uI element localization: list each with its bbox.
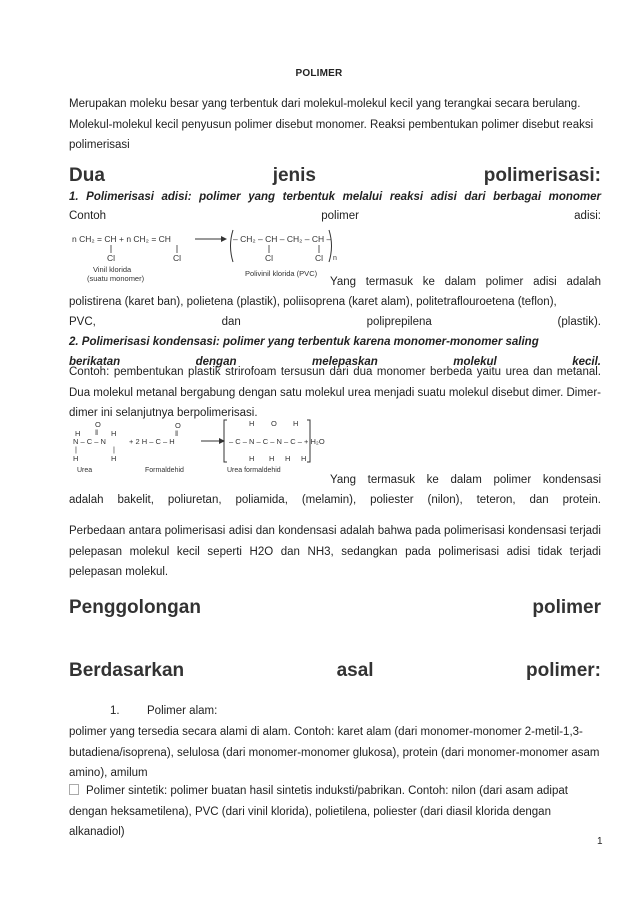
heading-dua-jenis: Dua jenis polimerisasi: bbox=[69, 165, 601, 186]
svg-text:O: O bbox=[271, 419, 277, 428]
svg-text:H: H bbox=[111, 454, 117, 463]
adisi-contoh: Contoh polimer adisi: bbox=[69, 210, 601, 222]
svg-text:H: H bbox=[293, 419, 299, 428]
bullet-icon bbox=[69, 784, 79, 795]
sintetik-text: Polimer sintetik: polimer buatan hasil sintetis induksti/pabrikan. Contoh: nilon (dari asam adipat dengan heksametilena), PVC (dari vinil klorida), polietilena, poliester (dari diasil klorida dengan alkanadiol) bbox=[69, 785, 568, 838]
list-text: Polimer alam: bbox=[147, 705, 218, 717]
sintetik-paragraph bbox=[69, 781, 601, 843]
kondensasi-subtitle-line2: berikatan dengan melepaskan molekul kecil. bbox=[69, 356, 601, 368]
svg-text:N – C – N: N – C – N bbox=[73, 437, 106, 446]
label-formaldehid: Formaldehid bbox=[145, 467, 184, 474]
reaction-cl-2: Cl bbox=[173, 253, 182, 263]
kondensasi-examples-line2: adalah bakelit, poliuretan, poliamida, (melamin), poliester (nilon), teteron, dan protein. bbox=[69, 494, 601, 506]
svg-text:H: H bbox=[73, 454, 79, 463]
kondensasi-reaction-diagram bbox=[69, 418, 331, 474]
page-number: 1 bbox=[597, 836, 603, 847]
perbedaan-paragraph: Perbedaan antara polimerisasi adisi dan kondensasi adalah bahwa pada polimerisasi kondensasi terjadi pelepasan molekul kecil seperti H2O dan NH3, sedangkan pada polimerisasi adisi tidak terjadi pelepasan molekul. bbox=[69, 525, 601, 578]
svg-text:H: H bbox=[249, 454, 255, 463]
svg-text:H: H bbox=[75, 429, 81, 438]
label-urea: Urea bbox=[77, 467, 93, 474]
adisi-examples-start: Yang termasuk ke dalam polimer adisi adalah bbox=[330, 276, 601, 288]
label-vinil-klorida: Vinil klorida bbox=[93, 265, 132, 274]
alam-paragraph: polimer yang tersedia secara alami di alam. Contoh: karet alam (dari monomer-monomer 2-metil-1,3-butadiena/isoprena), selulosa (dari monomer-monomer glukosa), protein (dari monomer-monomer asam amino), amilum bbox=[69, 726, 600, 779]
adisi-reaction-diagram bbox=[69, 226, 339, 284]
svg-text:‖: ‖ bbox=[95, 428, 99, 437]
svg-text:O: O bbox=[175, 421, 181, 430]
kondensasi-subtitle-line1: 2. Polimerisasi kondensasi: polimer yang terbentuk karena monomer-monomer saling bbox=[69, 336, 539, 348]
reaction-cl-1: Cl bbox=[107, 253, 116, 263]
heading-penggolongan: Penggolongan polimer bbox=[69, 597, 601, 618]
intro-paragraph: Merupakan moleku besar yang terbentuk dari molekul-molekul kecil yang terangkai secara berulang. Molekul-molekul kecil penyusun polimer disebut monomer. Reaksi pembentukan polimer disebut reaksi polimerisasi bbox=[69, 98, 594, 151]
reaction-product: – CH₂ – CH – CH₂ – CH – bbox=[233, 234, 332, 244]
adisi-subtitle: 1. Polimerisasi adisi: polimer yang terbentuk melalui reaksi adisi dari berbagai monomer bbox=[69, 191, 601, 203]
reaction-cl-3: Cl bbox=[265, 253, 274, 263]
kondensasi-text: Contoh: pembentukan plastik strirofoam tersusun dari dua monomer berbeda yaitu urea dan metanal. Dua molekul metanal bergabung dengan satu molekul urea menjadi suatu molekul disebut dimer. Dimer-dimer ini selanjutnya berpolimerisasi. bbox=[69, 366, 601, 419]
svg-text:O: O bbox=[95, 420, 101, 429]
label-suatu-monomer: (suatu monomer) bbox=[87, 274, 145, 283]
label-urea-formaldehid: Urea formaldehid bbox=[227, 467, 281, 474]
list-number: 1. bbox=[110, 705, 120, 717]
svg-text:H: H bbox=[111, 429, 117, 438]
page-title: POLIMER bbox=[295, 68, 343, 79]
svg-text:|: | bbox=[113, 445, 115, 454]
label-pvc: Polivinil klorida (PVC) bbox=[245, 269, 318, 278]
adisi-examples-line2: polistirena (karet ban), polietena (plastik), poliisoprena (karet alam), politetraflouroetena (teflon), bbox=[69, 296, 557, 308]
svg-text:H: H bbox=[301, 454, 307, 463]
svg-text:|: | bbox=[75, 445, 77, 454]
svg-text:H: H bbox=[249, 419, 255, 428]
svg-text:– C – N – C – N – C – + H₂O: – C – N – C – N – C – + H₂O bbox=[229, 437, 325, 446]
reaction-n: n bbox=[333, 255, 337, 262]
heading-berdasarkan-asal: Berdasarkan asal polimer: bbox=[69, 660, 601, 681]
svg-text:‖: ‖ bbox=[175, 429, 179, 438]
adisi-examples-line3: PVC, dan poliprepilena (plastik). bbox=[69, 316, 601, 328]
kondensasi-examples-start: Yang termasuk ke dalam polimer kondensasi bbox=[330, 474, 601, 486]
svg-text:H: H bbox=[269, 454, 275, 463]
svg-text:H: H bbox=[285, 454, 291, 463]
reaction-reactants: n CH₂ = CH + n CH₂ = CH bbox=[72, 234, 171, 244]
reaction-cl-4: Cl bbox=[315, 253, 324, 263]
svg-text:+ 2 H – C – H: + 2 H – C – H bbox=[129, 437, 175, 446]
list-item-polimer-alam bbox=[110, 701, 410, 722]
